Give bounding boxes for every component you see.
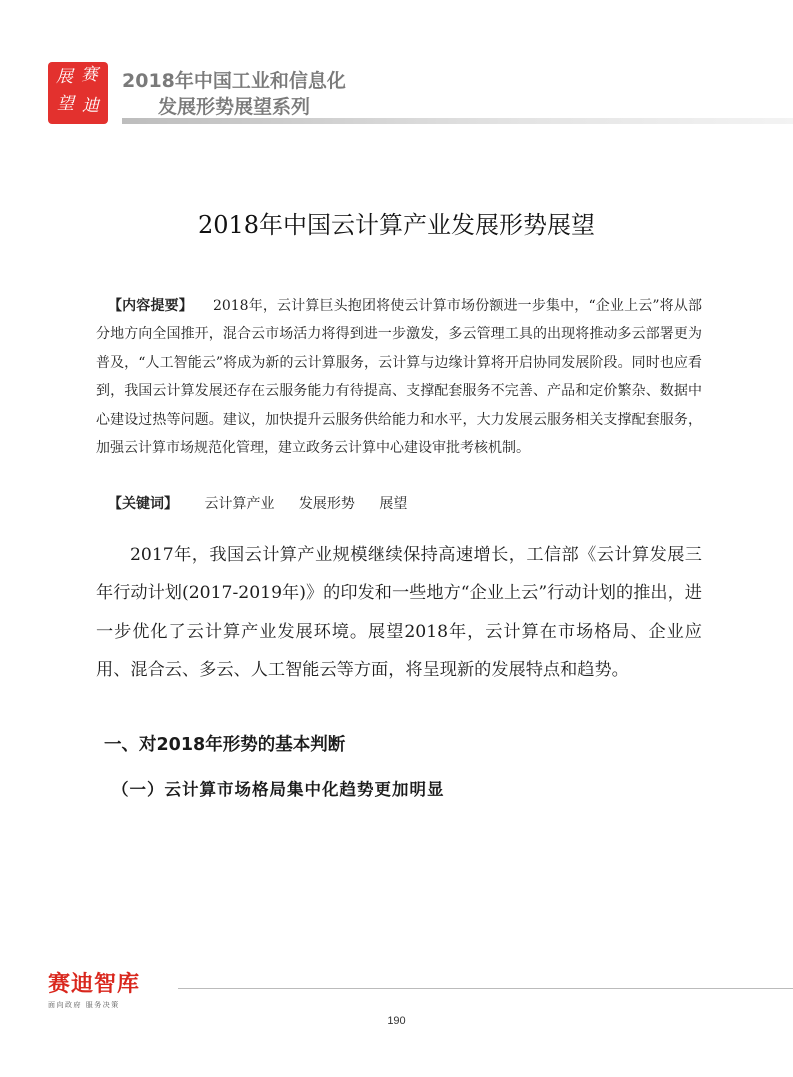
keyword: 展望 xyxy=(379,496,408,512)
keyword: 发展形势 xyxy=(298,496,355,512)
seal-char: 望 xyxy=(57,94,74,114)
keyword: 云计算产业 xyxy=(204,496,275,512)
brand-name: 赛迪智库 xyxy=(48,972,141,997)
section-heading: 一、对2018年形势的基本判断 xyxy=(104,735,346,755)
logo-seal xyxy=(48,62,108,124)
footer-rule xyxy=(178,988,793,989)
header-rule xyxy=(122,118,793,124)
seal-char: 赛 xyxy=(81,65,98,85)
intro-paragraph: 2017年，我国云计算产业规模继续保持高速增长，工信部《云计算发展三年行动计划(2017-2019年)》的印发和一些地方“企业上云”行动计划的推出，进一步优化了云计算产业发展环境。展望2018年，云计算在市场格局、企业应用、混合云、多云、人工智能云等方面，将呈现新的发展特点和趋势。 xyxy=(96,545,702,681)
brand-logo xyxy=(48,972,140,1010)
abstract-label: 【内容提要】 xyxy=(108,298,193,314)
subsection-heading: （一）云计算市场格局集中化趋势更加明显 xyxy=(112,780,445,799)
keywords-label: 【关键词】 xyxy=(108,496,178,512)
keywords xyxy=(96,490,702,518)
series-title-line1: 2018年中国工业和信息化 xyxy=(122,70,346,92)
abstract-text: 2018年，云计算巨头抱团将使云计算市场份额进一步集中，“企业上云”将从部分地方向全国推开，混合云市场活力将得到进一步激发，多云管理工具的出现将推动多云部署更为普及，“人工智能云”将成为新的云计算服务，云计算与边缘计算将开启协同发展阶段。同时也应看到，我国云计算发展还存在云服务能力有待提高、支撑配套服务不完善、产品和定价繁杂、数据中心建设过热等问题。建议，加快提升云服务供给能力和水平，大力发展云服务相关支撑配套服务，加强云计算市场规范化管理，建立政务云计算中心建设审批考核机制。 xyxy=(96,298,702,457)
series-title xyxy=(122,68,346,120)
abstract xyxy=(96,292,702,462)
brand-tagline: 面向政府 服务决策 xyxy=(48,1001,120,1009)
page-number: 190 xyxy=(387,1015,406,1027)
series-title-line2: 发展形势展望系列 xyxy=(158,96,311,118)
seal-char: 展 xyxy=(56,67,73,87)
seal-char: 迪 xyxy=(82,96,99,116)
document-title: 2018年中国云计算产业发展形势展望 xyxy=(197,211,596,239)
